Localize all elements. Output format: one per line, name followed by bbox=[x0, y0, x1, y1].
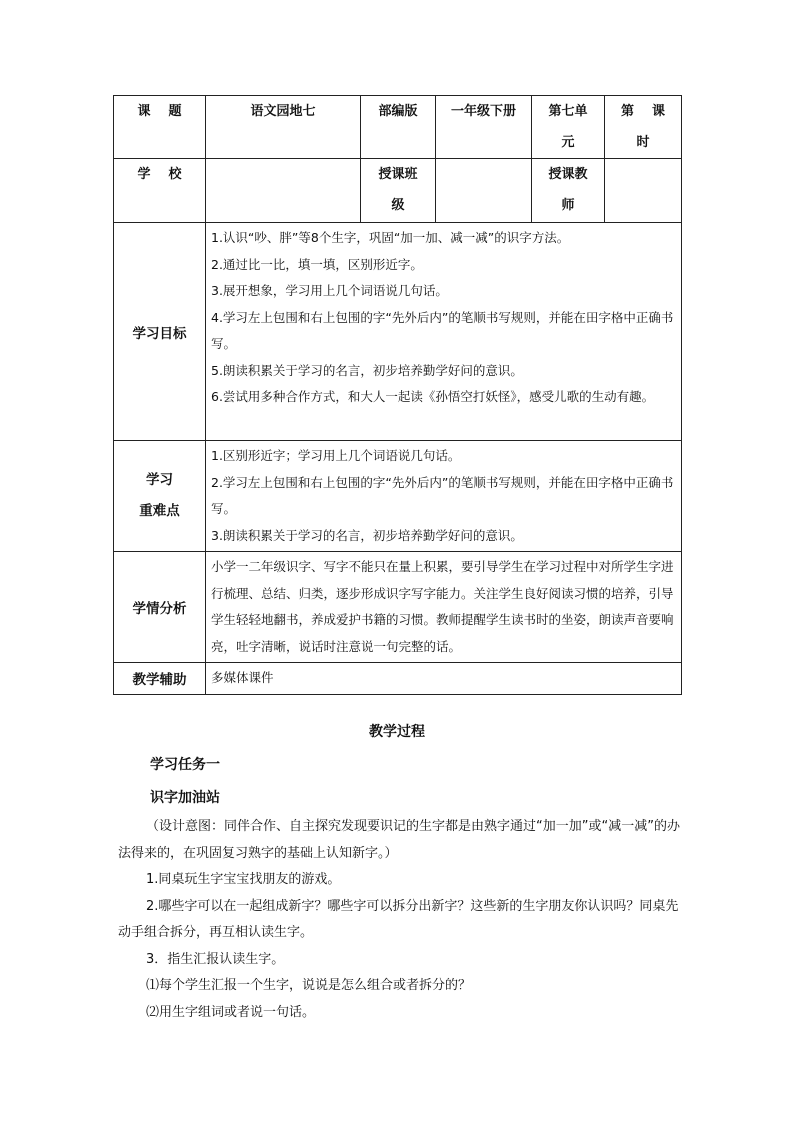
school-value-cell bbox=[206, 159, 361, 223]
class-label-line2: 级 bbox=[391, 198, 405, 213]
school-row bbox=[114, 159, 682, 223]
header-row bbox=[114, 96, 682, 159]
design-note: （设计意图：同伴合作、自主探究发现要识记的生字都是由熟字通过“加一加”或“减一减”的办法得来的，在巩固复习熟字的基础上认知新字。） bbox=[118, 819, 680, 861]
unit-line1: 第七单 bbox=[548, 104, 588, 119]
teacher-label-line1: 授课教 bbox=[548, 167, 588, 182]
goal-item: 5.朗读积累关于学习的名言，初步培养勤学好问的意识。 bbox=[211, 362, 523, 378]
analysis-label: 学情分析 bbox=[114, 552, 206, 663]
goal-item: 3.展开想象，学习用上几个词语说几句话。 bbox=[211, 283, 448, 298]
goal-item: 2.通过比一比，填一填，区别形近字。 bbox=[211, 256, 423, 272]
edition-cell bbox=[361, 96, 436, 159]
teacher-label-cell bbox=[532, 159, 605, 223]
goal-item: 1.认识“吵、胖”等8个生字，巩固“加一加、减一减”的识字方法。 bbox=[211, 230, 570, 245]
process-body bbox=[118, 814, 688, 1026]
key-point-item: 3.朗读积累关于学习的名言，初步培养勤学好问的意识。 bbox=[211, 527, 523, 543]
literacy-station-title: 识字加油站 bbox=[150, 790, 220, 806]
key-point-item: 1.区别形近字；学习用上几个词语说几句话。 bbox=[211, 448, 461, 463]
process-title: 教学过程 bbox=[369, 724, 425, 740]
goals-content bbox=[206, 223, 682, 441]
key-points-row bbox=[114, 441, 682, 552]
school-label: 学 校 bbox=[137, 167, 182, 182]
step-3b: ⑵用生字组词或者说一句话。 bbox=[146, 1004, 316, 1020]
aids-text: 多媒体课件 bbox=[211, 670, 274, 685]
class-label-cell bbox=[361, 159, 436, 223]
unit-cell bbox=[532, 96, 605, 159]
step-3: 3．指生汇报认读生字。 bbox=[146, 951, 285, 967]
step-1: 1.同桌玩生字宝宝找朋友的游戏。 bbox=[146, 872, 341, 887]
unit-line2: 元 bbox=[561, 135, 575, 150]
aids-content bbox=[206, 663, 682, 695]
grade-cell bbox=[436, 96, 532, 159]
teacher-value-cell bbox=[605, 159, 682, 223]
key-points-label-cell bbox=[114, 441, 206, 552]
key-point-item: 2.学习左上包围和右上包围的字“先外后内”的笔顺书写规则，并能在田字格中正确书写。 bbox=[211, 474, 674, 516]
analysis-row bbox=[114, 552, 682, 663]
course-name: 语文园地七 bbox=[250, 104, 316, 119]
course-label-cell bbox=[114, 96, 206, 159]
aids-label: 教学辅助 bbox=[114, 663, 206, 695]
teacher-label-line2: 师 bbox=[561, 198, 575, 213]
key-points-label-line2: 重难点 bbox=[139, 503, 180, 519]
goal-item: 4.学习左上包围和右上包围的字“先外后内”的笔顺书写规则，并能在田字格中正确书写。 bbox=[211, 309, 674, 351]
period-line2: 时 bbox=[636, 135, 650, 150]
edition: 部编版 bbox=[378, 104, 418, 119]
class-label-line1: 授课班 bbox=[378, 167, 418, 182]
school-label-cell bbox=[114, 159, 206, 223]
step-3a: ⑴每个学生汇报一个生字，说说是怎么组合或者拆分的？ bbox=[146, 978, 472, 993]
analysis-content bbox=[206, 552, 682, 663]
step-2: 2.哪些字可以在一起组成新字？哪些字可以拆分出新字？这些新的生字朋友你认识吗？同桌先动手组合拆分，再互相认读生字。 bbox=[118, 898, 679, 940]
course-name-cell bbox=[206, 96, 361, 159]
key-points-content bbox=[206, 441, 682, 552]
goals-label: 学习目标 bbox=[114, 223, 206, 441]
task-one-title: 学习任务一 bbox=[150, 757, 220, 773]
period-cell bbox=[605, 96, 682, 159]
period-line1: 第 课 bbox=[620, 104, 666, 119]
grade: 一年级下册 bbox=[450, 104, 516, 119]
class-value-cell bbox=[436, 159, 532, 223]
aids-row bbox=[114, 663, 682, 695]
course-label: 课 题 bbox=[137, 104, 182, 119]
analysis-text: 小学一二年级识字、写字不能只在量上积累，要引导学生在学习过程中对所学生字进行梳理、总结、归类，逐步形成识字写字能力。关注学生良好阅读习惯的培养，引导学生轻轻地翻书，养成爱护书籍的习惯。教师提醒学生读书时的坐姿，朗读声音要响亮，吐字清晰，说话时注意说一句完整的话。 bbox=[211, 559, 674, 654]
key-points-label-line1: 学习 bbox=[146, 472, 173, 488]
lesson-plan-table bbox=[113, 95, 682, 695]
goal-item: 6.尝试用多种合作方式，和大人一起读《孙悟空打妖怪》，感受儿歌的生动有趣。 bbox=[211, 389, 655, 404]
goals-row bbox=[114, 223, 682, 441]
